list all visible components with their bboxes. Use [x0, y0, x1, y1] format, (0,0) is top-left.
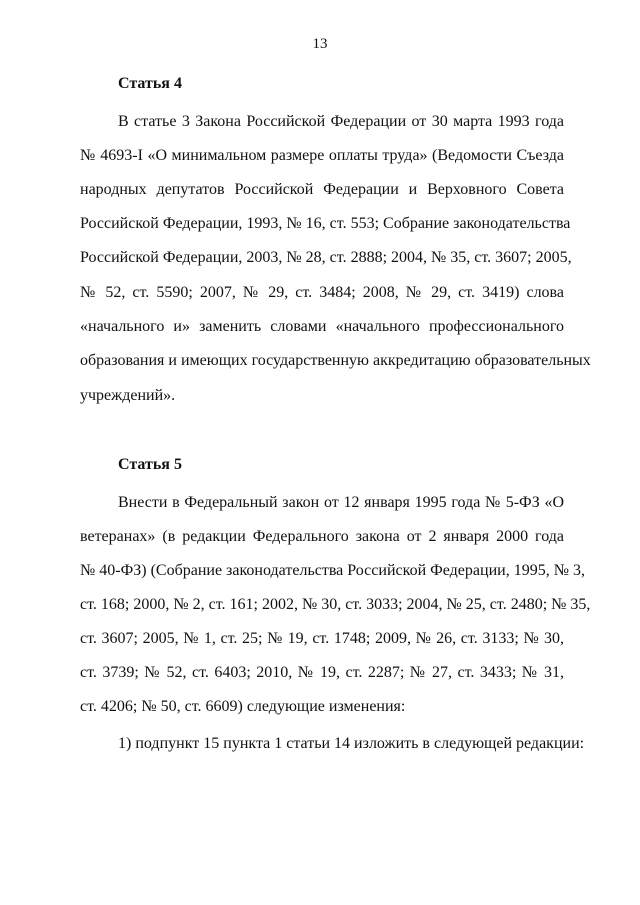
- article-4-line: народных депутатов Российской Федерации и Верховного Совета: [80, 181, 564, 198]
- article-4-line: № 52, ст. 5590; 2007, № 29, ст. 3484; 2008, № 29, ст. 3419) слова: [80, 284, 564, 301]
- article-5-line: Внести в Федеральный закон от 12 января 1995 года № 5-ФЗ «О: [118, 494, 564, 511]
- article-5-line: № 40-ФЗ) (Собрание законодательства Российской Федерации, 1995, № 3,: [80, 562, 585, 579]
- article-4-line: образования и имеющих государственную аккредитацию образовательных: [80, 352, 591, 369]
- article-5-heading: Статья 5: [118, 456, 182, 473]
- article-5-line: ст. 168; 2000, № 2, ст. 161; 2002, № 30, ст. 3033; 2004, № 25, ст. 2480; № 35,: [80, 596, 591, 613]
- article-4-heading: Статья 4: [118, 75, 182, 92]
- article-5-line: 1) подпункт 15 пункта 1 статьи 14 изложить в следующей редакции:: [118, 735, 585, 752]
- article-5-line: ст. 4206; № 50, ст. 6609) следующие изменения:: [80, 698, 406, 715]
- article-4-line: № 4693-I «О минимальном размере оплаты труда» (Ведомости Съезда: [80, 147, 564, 164]
- article-4-line: В статье 3 Закона Российской Федерации от 30 марта 1993 года: [118, 113, 564, 130]
- article-5-line: ветеранах» (в редакции Федерального закона от 2 января 2000 года: [80, 528, 564, 545]
- article-5-line: ст. 3607; 2005, № 1, ст. 25; № 19, ст. 1748; 2009, № 26, ст. 3133; № 30,: [80, 630, 564, 647]
- article-4-line: «начального и» заменить словами «начального профессионального: [80, 318, 564, 335]
- article-5-line: ст. 3739; № 52, ст. 6403; 2010, № 19, ст. 2287; № 27, ст. 3433; № 31,: [80, 664, 564, 681]
- article-4-line: Российской Федерации, 1993, № 16, ст. 553; Собрание законодательства: [80, 215, 571, 232]
- article-4-line: Российской Федерации, 2003, № 28, ст. 2888; 2004, № 35, ст. 3607; 2005,: [80, 249, 572, 266]
- page-number: 13: [312, 36, 328, 52]
- article-4-line: учреждений».: [80, 387, 176, 404]
